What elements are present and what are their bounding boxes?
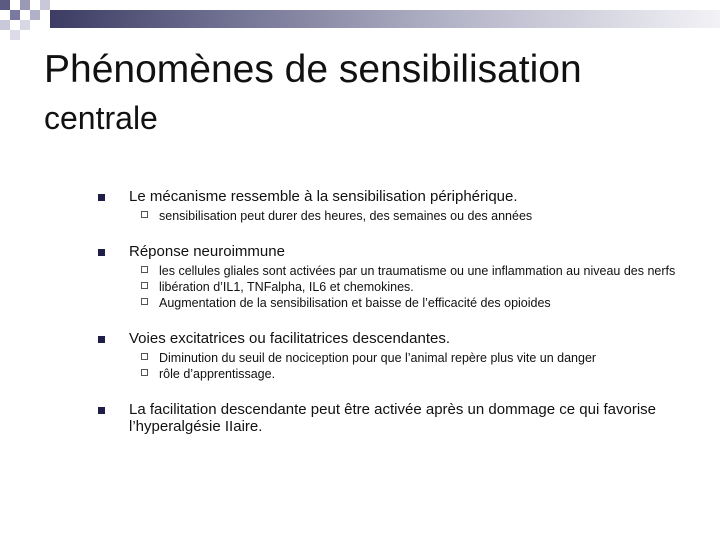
sub-list — [129, 264, 696, 310]
sub-item: les cellules gliales sont activées par un traumatisme ou une inflammation au niveau des nerfs — [129, 264, 696, 278]
square-bullet-icon — [98, 407, 105, 414]
checkbox-bullet-icon — [141, 266, 148, 273]
bullet-item-2 — [96, 243, 696, 310]
sub-item: sensibilisation peut durer des heures, des semaines ou des années — [129, 209, 696, 223]
checkbox-bullet-icon — [141, 369, 148, 376]
bullet-item-4 — [96, 401, 696, 435]
sub-list — [129, 209, 696, 223]
checkbox-bullet-icon — [141, 282, 148, 289]
square-bullet-icon — [98, 249, 105, 256]
title-line-1: Phénomènes de sensibilisation — [44, 48, 582, 91]
sub-item: Augmentation de la sensibilisation et baisse de l’efficacité des opioides — [129, 296, 696, 310]
bullet-text: Réponse neuroimmune — [129, 243, 285, 260]
title-line-2: centrale — [44, 100, 158, 136]
title-band — [50, 10, 720, 28]
checkbox-bullet-icon — [141, 298, 148, 305]
checkbox-bullet-icon — [141, 211, 148, 218]
sub-list — [129, 351, 696, 381]
bullet-text: La facilitation descendante peut être activée après un dommage ce qui favorise l’hyperalgésie IIaire. — [129, 401, 656, 435]
bullet-text: Le mécanisme ressemble à la sensibilisation périphérique. — [129, 188, 518, 205]
sub-item: Diminution du seuil de nociception pour que l’animal repère plus vite un danger — [129, 351, 696, 365]
slide-title — [44, 44, 704, 140]
square-bullet-icon — [98, 336, 105, 343]
sub-item: rôle d’apprentissage. — [129, 367, 696, 381]
checkbox-bullet-icon — [141, 353, 148, 360]
bullet-text: Voies excitatrices ou facilitatrices descendantes. — [129, 330, 450, 347]
bullet-item-1 — [96, 188, 696, 223]
bullet-item-3 — [96, 330, 696, 381]
sub-item: libération d’IL1, TNFalpha, IL6 et chemokines. — [129, 280, 696, 294]
square-bullet-icon — [98, 194, 105, 201]
slide-content — [96, 188, 696, 435]
